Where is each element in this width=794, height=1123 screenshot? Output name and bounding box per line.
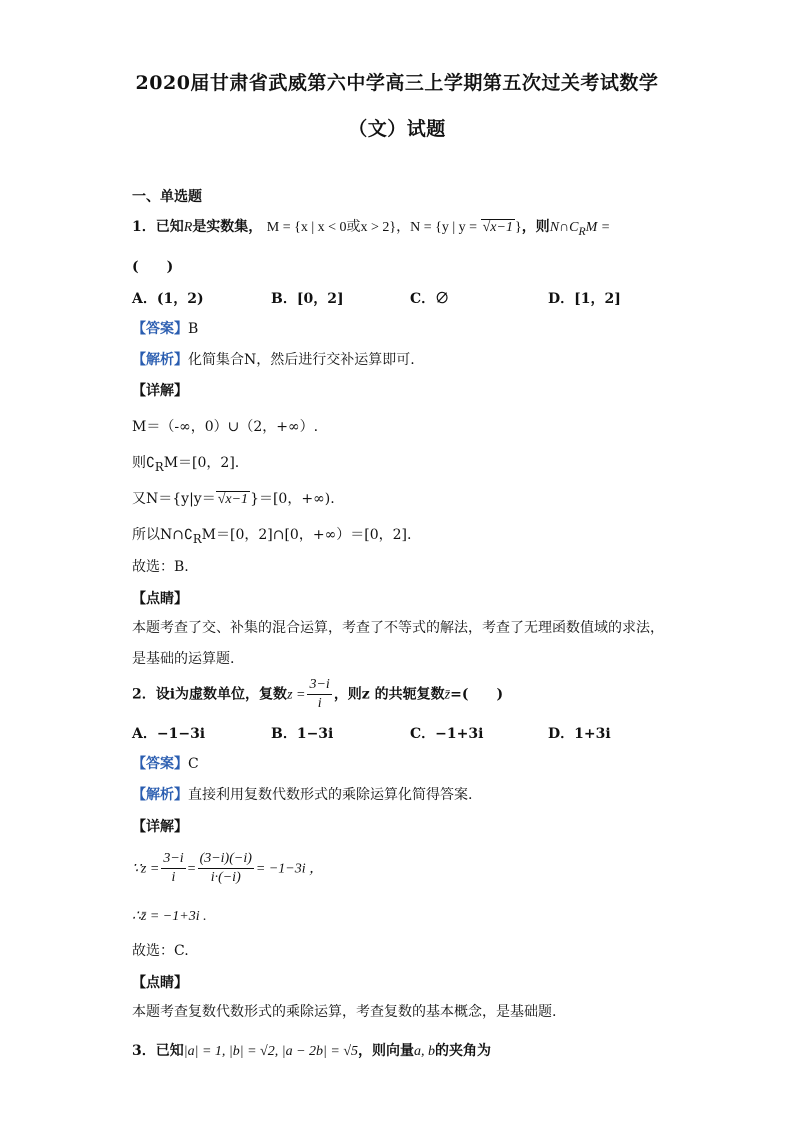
q2-d1-post: = −1−3i ， [255,861,324,877]
q2-stem [132,676,503,713]
q1-detail-1: M＝（-∞，0）∪（2，+∞）. [132,419,319,435]
q1-option-c: C．∅ [410,291,450,307]
q1-N-def-pre: N = {y | y = [410,220,481,235]
q1-text1: 是实数集， [192,219,263,235]
q2-answer [132,753,199,773]
q2-detail-tag: 【详解】 [132,819,188,835]
q2-d1-f1-den: i [171,870,176,885]
q1-d4-post: M＝[0，2]∩[0，+∞）＝[0，2]. [201,527,412,543]
q1-N-sqrt-body: x−1 [490,220,513,235]
q1-sep: ， [396,219,411,235]
q1-analysis [132,349,415,369]
q2-analysis [132,784,472,804]
q2-option-b: B．1−3i [271,726,334,742]
q2-answer-value: C [188,756,199,772]
q2-fraction [307,676,331,713]
q2-option-a: A．−1−3i [132,726,206,742]
q1-d3-pre: 又N＝{y|y＝ [132,491,216,507]
q1-expr-sub: R [578,224,586,238]
q2-frac-num: 3−i [307,676,331,695]
q1-detail-4 [132,524,411,546]
q1-detail-2 [132,452,239,474]
q1-N-sqrt: √x−1 [482,220,513,235]
q3-stem [132,1040,491,1060]
q2-comment: 本题考查复数代数形式的乘除运算，考查复数的基本概念，是基础题. [132,1004,557,1020]
title-line-1: 2020届甘肃省武威第六中学高三上学期第五次过关考试数学 [135,72,659,94]
q3-vecs: a, b [414,1044,435,1059]
q2-analysis-text: 直接利用复数代数形式的乘除运算化简得答案. [188,787,473,803]
q1-detail-tag: 【详解】 [132,383,188,399]
q1-prefix: 1．已知 [132,219,184,235]
q1-expr-post: M = [585,220,611,235]
q1-answer [132,318,198,338]
q2-d1-frac2 [198,850,254,887]
q2-tail: =( ) [450,686,504,703]
q1-N-def-post: } [514,220,522,235]
q2-d1-f1-num: 3−i [161,850,185,869]
section-heading: 一、单选题 [132,189,202,205]
q3-prefix: 3．已知 [132,1043,184,1059]
q1-analysis-text: 化简集合N，然后进行交补运算即可. [188,352,415,368]
q2-text2: ，则z 的共轭复数 [333,686,445,703]
q3-end: 的夹角为 [435,1043,491,1059]
q1-answer-tag: 【答案】 [132,321,188,337]
q1-text2: ，则 [521,219,550,235]
q2-d1-pre: ∵z = [132,861,160,877]
q3-tail: ，则向量 [358,1043,414,1059]
q1-d2-sub: R [154,459,164,474]
q1-d2-post: M＝[0，2]. [163,455,240,471]
q1-d4-sub: R [192,531,202,546]
q2-answer-tag: 【答案】 [132,756,188,772]
q1-stem [132,216,610,238]
q1-d3-sqrt-body: x−1 [225,492,249,507]
q1-analysis-tag: 【解析】 [132,352,188,368]
q1-d2-pre: 则∁ [132,455,155,471]
q1-expr: N∩C [549,220,579,235]
q1-option-d: D．[1，2] [548,291,621,307]
q1-d3-sqrt: √x−1 [217,492,249,507]
q2-option-d: D．1+3i [548,726,611,742]
q2-prefix: 2．设i为虚数单位，复数 [132,686,288,703]
q1-detail-5: 故选：B. [132,559,189,575]
q2-frac-den: i [317,696,322,711]
q2-option-c: C．−1+3i [410,726,484,742]
q1-option-b: B．[0，2] [271,291,344,307]
q1-d4-pre: 所以N∩∁ [132,527,193,543]
q1-comment-tag: 【点睛】 [132,591,188,607]
q1-paren: ( ) [132,259,174,275]
q1-answer-value: B [188,321,199,337]
q2-detail-3: 故选：C. [132,943,189,959]
q1-R: R [183,220,193,235]
q2-zbar: z̄ [444,687,451,703]
q2-comment-tag: 【点睛】 [132,975,188,991]
q2-d1-f2-den: i·(−i) [210,870,241,885]
q2-detail-2: ∴z̄ = −1+3i . [132,909,207,924]
q1-M-def: M = {x | x < 0或x > 2} [266,220,397,235]
q1-option-a: A．(1，2) [132,291,204,307]
q2-z-eq: z = [287,687,306,703]
q2-analysis-tag: 【解析】 [132,787,188,803]
q1-d3-post: }＝[0，+∞). [250,491,335,507]
q2-detail-1 [132,850,323,887]
q3-expr: |a| = 1, |b| = √2, |a − 2b| = √5 [183,1044,358,1059]
q2-d1-eq: = [187,861,196,877]
q2-d1-frac1 [161,850,185,887]
q2-d1-f2-num: (3−i)(−i) [198,850,254,869]
q1-comment: 本题考查了交、补集的混合运算，考查了不等式的解法，考查了无理函数值域的求法，是基础的运算题. [132,620,664,667]
q1-detail-3 [132,488,335,508]
title-line-2: （文）试题 [348,118,446,140]
